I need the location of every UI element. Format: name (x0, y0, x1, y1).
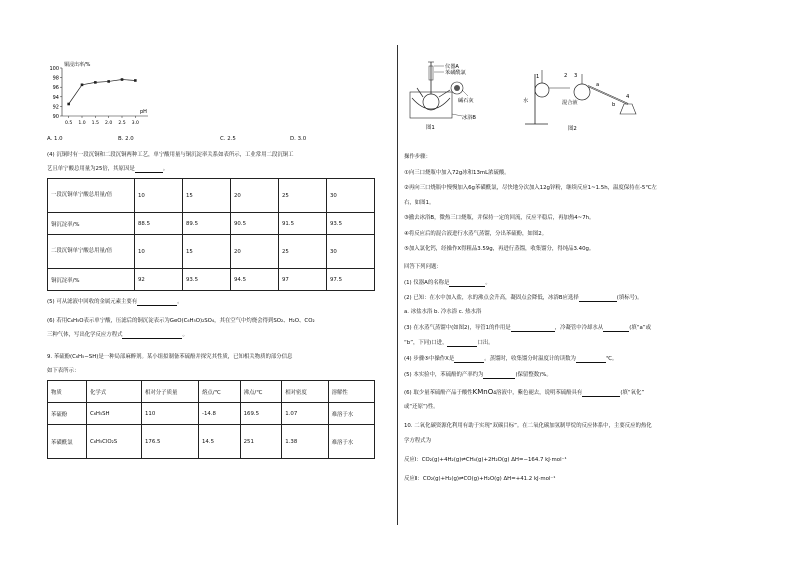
q5-text (47, 299, 183, 306)
y-tick-label: 92 (52, 104, 59, 111)
y-axis-label: 铜浸出率/% (64, 62, 91, 68)
q6-text-a: 三种气体，写出化学反应方程式 (47, 332, 123, 338)
x-tick-label: 2.0 (105, 121, 113, 126)
rq1-text (404, 280, 491, 287)
q5-text-a: (5) 可从滤液中回收的金属元素主要有 (47, 299, 138, 305)
table1-cell: 15 (183, 179, 231, 213)
table2-cell: 14.5 (199, 425, 241, 459)
rq3-text (404, 325, 651, 332)
table1-cell: 二段沉铜单宁酸总用量/倍 (48, 235, 135, 269)
table1-cell: 93.5 (183, 269, 231, 291)
series-line (69, 80, 136, 104)
rq3-a: (3) 在水蒸气蒸馏中(如图2)，导管1的作用是 (404, 325, 511, 331)
fig2-caption: 图2 (568, 126, 577, 132)
table2-cell: 169.5 (240, 403, 282, 425)
q10-text-line2: 学方程式为 (404, 438, 431, 444)
steps-title: 操作步骤： (404, 154, 431, 160)
rq2-a: (2) 已知：在水中加入盐，水的沸点会升高，凝固点会降低，冰浴B应选择 (404, 295, 579, 301)
data-point (67, 103, 70, 106)
rq6-kmno4: KMnO₄ (472, 388, 497, 396)
table1-cell: 10 (135, 235, 183, 269)
y-tick-label: 98 (52, 75, 59, 82)
rq6-c: (填“氧化” (620, 390, 645, 396)
table2-cell: 难溶于水 (328, 403, 374, 425)
table2-header: 相对分子质量 (142, 381, 199, 403)
column-divider (397, 45, 398, 525)
data-point (121, 78, 124, 81)
rq6-b: 溶液中，紫色褪去，说明苯硫酚具有 (496, 390, 583, 396)
fig1-label: 苯磺酰氯 (445, 70, 466, 76)
rq3-text-line2 (404, 340, 494, 347)
step-5: ⑤加入氯化钙，经操作X得粗品3.59g，再进行蒸馏，收集馏分，得纯品3.40g。 (404, 246, 595, 252)
table1-cell: 20 (231, 235, 279, 269)
fig2-label: 混合液 (562, 100, 578, 106)
rq6-text (404, 389, 644, 397)
answer-title: 回答下列问题： (404, 264, 442, 270)
rq3-c: (填“a”或 (629, 325, 651, 331)
table1-cell: 88.5 (135, 213, 183, 235)
reaction-1: 反应Ⅰ：CO₂(g)+4H₂(g)⇌CH₄(g)+2H₂O(g) ΔH=−164.7 kJ·mol⁻¹ (404, 457, 567, 463)
table1-cell: 20 (231, 179, 279, 213)
table2-cell: 1.38 (282, 425, 328, 459)
fig2-label: 3 (574, 73, 578, 79)
fig2-label: 水 (523, 98, 529, 104)
rq1-a: (1) 仪器A的名称是 (404, 280, 450, 286)
rq4-c: ℃。 (605, 356, 618, 362)
x-tick-label: 2.5 (118, 121, 126, 126)
table1-cell: 93.5 (327, 213, 375, 235)
rq3-b: ，冷凝管中冷却水从 (554, 325, 604, 331)
table2-header: 沸点/℃ (240, 381, 282, 403)
rq4-b: 。蒸馏时，收集馏分时温度计的读数为 (484, 356, 576, 362)
table2-cell: 251 (240, 425, 282, 459)
table1-cell: 铜沉淀率/% (48, 213, 135, 235)
fig2-label: 2 (564, 73, 568, 79)
table2-header: 化学式 (87, 381, 142, 403)
fig2-label: a (596, 82, 600, 88)
q4-text-a: 艺且单宁酸总用量为25倍，其原因是 (47, 166, 135, 172)
x-tick-label: 0.5 (65, 121, 73, 126)
table2-header: 熔点/℃ (199, 381, 241, 403)
x-tick-label: 1.5 (91, 121, 99, 126)
q9-text-line1: 9. 苯硫酚(C₆H₅−SH)是一种局部麻醉剂。某小组拟制备苯硫酚并探究其性质，已知相关物质的部分信息 (47, 354, 293, 360)
data-point (107, 80, 110, 83)
q6-text-line2 (47, 332, 188, 339)
rq4-text (404, 356, 617, 363)
apparatus-figure-1 (404, 58, 504, 134)
table2-cell: 苯硫酚 (48, 403, 87, 425)
choice-b: B. 2.0 (118, 136, 134, 142)
table1-cell: 91.5 (279, 213, 327, 235)
fig2-label: 1 (536, 74, 540, 80)
table1-cell: 97.5 (327, 269, 375, 291)
fig1-label: 冰浴B (462, 115, 476, 121)
table1-cell: 30 (327, 179, 375, 213)
rq3-line2-a: “b”，下同)口进， (404, 340, 448, 346)
table2-cell: 苯磺酰氯 (48, 425, 87, 459)
table1-cell: 15 (183, 235, 231, 269)
table2-cell: -14.8 (199, 403, 241, 425)
table1-cell: 97 (279, 269, 327, 291)
table2-header: 相对密度 (282, 381, 328, 403)
x-tick-label: 3.0 (131, 121, 139, 126)
copper-precipitation-table (47, 178, 375, 291)
leaching-rate-chart (40, 58, 160, 134)
step-2-cont: 右，如图1。 (404, 200, 435, 206)
table2-cell: 1.07 (282, 403, 328, 425)
fig1-caption: 图1 (426, 125, 435, 131)
table1-cell: 94.5 (231, 269, 279, 291)
q4-text-line1: (4) 沉铜时有一段沉铜和二段沉铜两种工艺，单宁酸用量与铜沉淀率关系如表所示，工业常用二段沉铜工 (47, 152, 294, 158)
x-tick-label: 1.0 (78, 121, 86, 126)
rq4-a: (4) 步骤⑤中操作X是 (404, 356, 455, 362)
table1-cell: 铜沉淀率/% (48, 269, 135, 291)
choice-d: D. 3.0 (290, 136, 307, 142)
table1-cell: 89.5 (183, 213, 231, 235)
x-axis-label: pH (140, 109, 147, 115)
q6-text-b: 。 (182, 332, 188, 338)
q10-text-line1: 10. 二氧化碳资源化利用有助于实现“双碳目标”。在二氧化碳加氢制甲烷的反应体系中，主要反应的热化 (404, 423, 652, 429)
fig2-label: 4 (626, 94, 630, 100)
table2-cell: 110 (142, 403, 199, 425)
y-tick-label: 96 (52, 85, 59, 92)
rq5-b: (保留整数)%。 (515, 372, 552, 378)
rq6-a: (6) 取少量苯硫酚产品于酸性 (404, 390, 473, 396)
q9-text-line2: 如下表所示： (47, 368, 80, 374)
fig2-label: b (612, 102, 616, 108)
table2-cell: 176.5 (142, 425, 199, 459)
rq5-a: (5) 本实验中，苯硫酚的产率约为 (404, 372, 484, 378)
data-point (94, 81, 97, 84)
table1-cell: 10 (135, 179, 183, 213)
choice-a: A. 1.0 (47, 136, 63, 142)
data-point (81, 84, 84, 87)
y-tick-label: 100 (49, 66, 59, 72)
q6-text-line1: (6) 若用C₆H₅O表示单宁酸，压滤后的铜沉淀表示为GeO(C₆H₅O)₂SO₄，其在空气中灼烧会得到SO₂、H₂O、CO₂ (47, 318, 315, 324)
choice-c: C. 2.5 (220, 136, 236, 142)
table1-cell: 25 (279, 235, 327, 269)
step-1: ①向三口烧瓶中加入72g冰和13mL浓硫酸。 (404, 170, 510, 176)
rq3-line2-b: 口出。 (477, 340, 494, 346)
q4-text-b: 。 (162, 166, 169, 172)
table1-cell: 25 (279, 179, 327, 213)
q5-text-b: 。 (177, 299, 183, 305)
table1-cell: 30 (327, 235, 375, 269)
reaction-2: 反应Ⅱ：CO₂(g)+H₂(g)⇌CO(g)+H₂O(g) ΔH=+41.2 kJ·mol⁻¹ (404, 476, 556, 482)
data-point (134, 79, 137, 82)
fig1-label: 碱石灰 (458, 98, 474, 104)
table1-cell: 90.5 (231, 213, 279, 235)
rq2-options: a. 冰盐水浴 b. 冷水浴 c. 热水浴 (404, 309, 482, 315)
rq1-b: 。 (485, 280, 491, 286)
table1-cell: 92 (135, 269, 183, 291)
q4-text-line2 (47, 166, 168, 173)
rq5-text (404, 372, 552, 379)
table2-header: 物质 (48, 381, 87, 403)
table2-cell: C₆H₅ClO₂S (87, 425, 142, 459)
table2-cell: 难溶于水 (328, 425, 374, 459)
table2-cell: C₆H₅SH (87, 403, 142, 425)
rq6-text-line2: 或“还原”)性。 (404, 404, 439, 410)
step-3: ③撤去冰浴B，微热三口烧瓶，并保持一定的回流，反应平稳后，再加热4~7h。 (404, 215, 595, 221)
fig1-label: 仪器A (445, 64, 459, 70)
rq2-b: (填标号)。 (616, 295, 643, 301)
rq2-text (404, 295, 643, 302)
apparatus-figure-2 (520, 64, 650, 136)
y-tick-label: 94 (52, 94, 59, 101)
step-4: ④将反应后的混合液进行水蒸气蒸馏，分出苯硫酚，如图2。 (404, 231, 548, 237)
y-tick-label: 90 (52, 114, 59, 120)
thiophenol-property-table (47, 380, 375, 459)
step-2: ②再向三口烧瓶中慢慢加入6g苯磺酰氯，尽快地分次加入12g锌粉，继续反应1~1.5h，温度保持在-5℃左 (404, 185, 657, 191)
table2-header: 溶解性 (328, 381, 374, 403)
table1-cell: 一段沉铜单宁酸总用量/倍 (48, 179, 135, 213)
